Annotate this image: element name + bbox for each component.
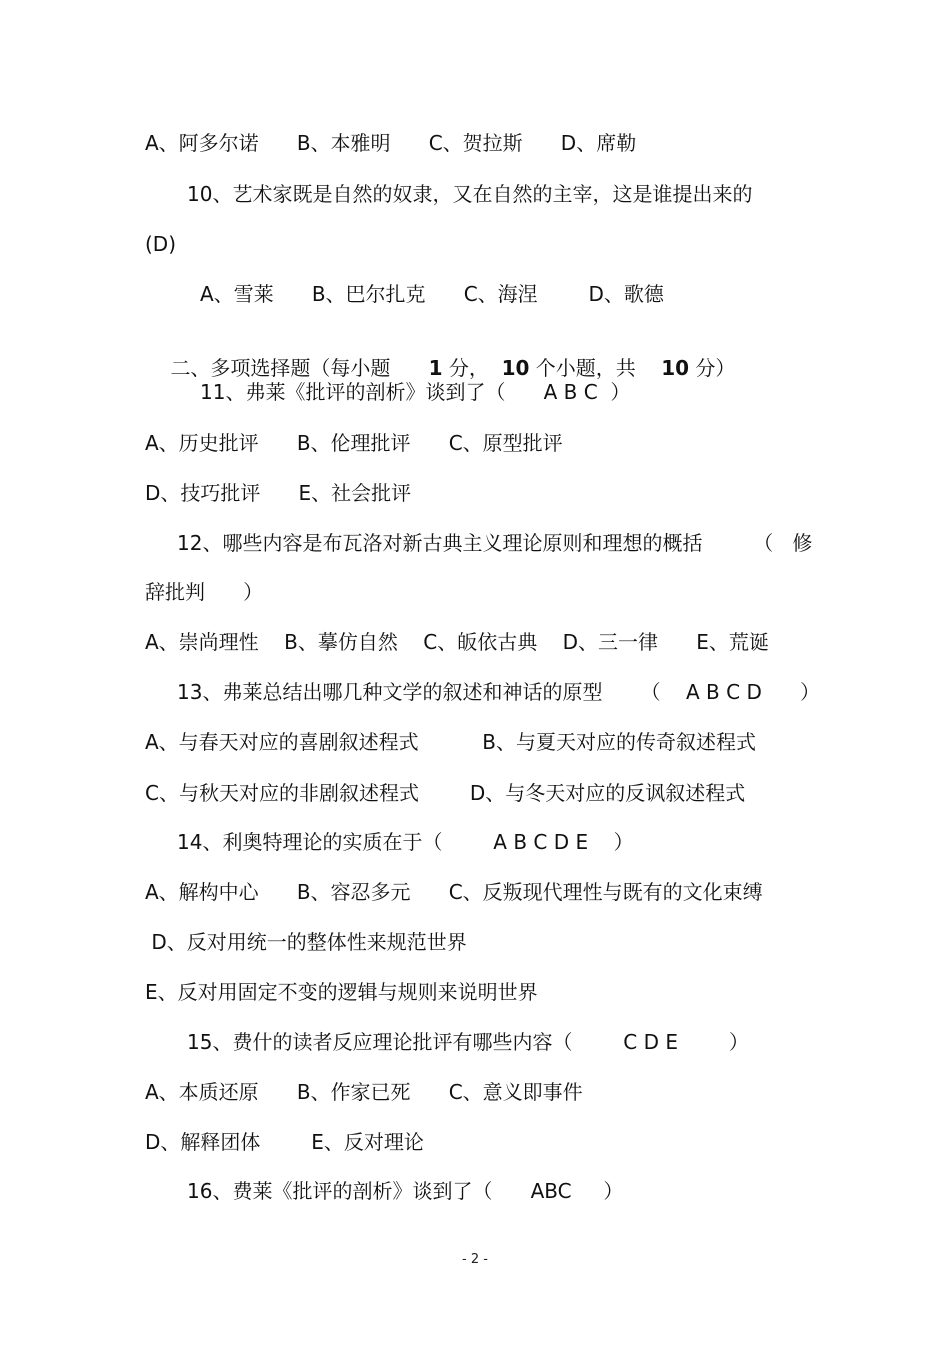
q15-options-row2: D、解释团体 E、反对理论 bbox=[145, 1130, 424, 1154]
section-heading-part: 分， bbox=[442, 356, 502, 380]
q16-question: 16、费莱《批评的剖析》谈到了（ ABC ） bbox=[187, 1179, 624, 1203]
q10-answer: (D) bbox=[145, 232, 177, 256]
q13-options-row1: A、与春天对应的喜剧叙述程式 B、与夏天对应的传奇叙述程式 bbox=[145, 730, 756, 754]
q11-options-row1: A、历史批评 B、伦理批评 C、原型批评 bbox=[145, 431, 563, 455]
q12-options: A、崇尚理性 B、摹仿自然 C、皈依古典 D、三一律 E、荒诞 bbox=[145, 630, 769, 654]
q11-question: 11、弗莱《批评的剖析》谈到了（ A B C ） bbox=[200, 380, 631, 404]
q10-question: 10、艺术家既是自然的奴隶，又在自然的主宰，这是谁提出来的 bbox=[187, 182, 753, 206]
section-heading-part: 分） bbox=[689, 356, 736, 380]
q9-options: A、阿多尔诺 B、本雅明 C、贺拉斯 D、席勒 bbox=[145, 131, 637, 155]
section-heading-part: 个小题，共 bbox=[529, 356, 662, 380]
q13-question: 13、弗莱总结出哪几种文学的叙述和神话的原型 （ A B C D ） bbox=[177, 680, 821, 704]
q11-options-row2: D、技巧批评 E、社会批评 bbox=[145, 481, 412, 505]
q12-question: 12、哪些内容是布瓦洛对新古典主义理论原则和理想的概括 （ 修 bbox=[177, 531, 813, 555]
q14-options-row1: A、解构中心 B、容忍多元 C、反叛现代理性与既有的文化束缚 bbox=[145, 880, 763, 904]
section-heading-part: 二、多项选择题（每小题 bbox=[170, 356, 429, 380]
q10-options: A、雪莱 B、巴尔扎克 C、海涅 D、歌德 bbox=[200, 282, 664, 306]
q13-options-row2: C、与秋天对应的非剧叙述程式 D、与冬天对应的反讽叙述程式 bbox=[145, 781, 746, 805]
q14-options-row2: D、反对用统一的整体性来规范世界 bbox=[145, 930, 467, 954]
total-points: 10 bbox=[661, 356, 690, 380]
page-number: - 2 - bbox=[462, 1252, 488, 1267]
q14-question: 14、利奥特理论的实质在于（ A B C D E ） bbox=[177, 830, 634, 854]
q15-options-row1: A、本质还原 B、作家已死 C、意义即事件 bbox=[145, 1080, 583, 1104]
q12-answer: 辞批判 ） bbox=[145, 580, 264, 604]
q14-options-row3: E、反对用固定不变的逻辑与规则来说明世界 bbox=[145, 980, 538, 1004]
points-value: 1 bbox=[428, 356, 443, 380]
q15-question: 15、费什的读者反应理论批评有哪些内容（ C D E ） bbox=[187, 1030, 749, 1054]
question-count: 10 bbox=[501, 356, 530, 380]
